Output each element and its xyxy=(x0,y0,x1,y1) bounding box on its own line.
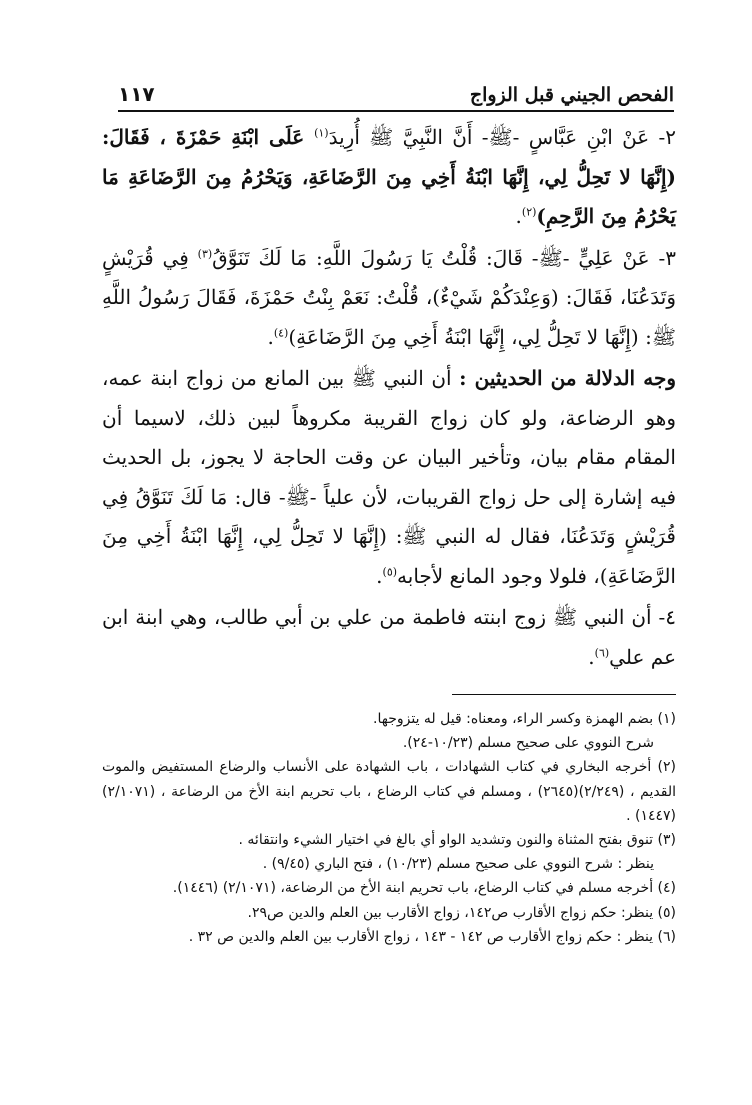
paragraph-text: فِي قُرَيْشٍ وَتَدَعُنَا، فَقَالَ: (وَعِنْدَكُمْ شَيْءٌ)، قُلْتُ: نَعَمْ بِنْتُ حَمْزَةَ، فَقَالَ رَسُولُ اللَّهِ ﷺ: (إِنَّهَا لا تَحِلُّ لِي، إِنَّهَا ابْنَةُ أَخِي مِنَ الرَّضَاعَةِ) xyxy=(102,245,676,349)
page-number: ١١٧ xyxy=(118,82,155,106)
evidence-paragraph xyxy=(102,359,676,596)
footnote-6: (٦) ينظر : حكم زواج الأقارب ص ١٤٢ - ١٤٣ ، زواج الأقارب بين العلم والدين ص ٣٢ . xyxy=(188,928,676,945)
point-paragraph-4 xyxy=(102,598,676,677)
paragraph-text: ٣- عَنْ عَلِيٍّ -ﷺ- قَالَ: قُلْتُ يَا رَسُولَ اللَّهِ: مَا لَكَ تَنَوَّقُ xyxy=(212,245,677,270)
footnote-3: (٣) تنوق بفتح المثناة والنون وتشديد الواو أي بالغ في اختيار الشيء وانتقائه . xyxy=(238,832,676,849)
footnote-ref: (٤) xyxy=(273,325,289,339)
section-lead: وجه الدلالة من الحديثين : xyxy=(459,366,676,390)
punctuation: . xyxy=(376,563,383,588)
punctuation: . xyxy=(267,324,274,349)
footnotes xyxy=(102,707,676,949)
footnote-ref: (٦) xyxy=(594,645,610,659)
footnote-2: (٢) أخرجه البخاري في كتاب الشهادات ، باب الشهادة على الأنساب والرضاع المستفيض والموت القديم ، (٢/٢٤٩)(٢٦٤٥) ، ومسلم في كتاب الرضاع ، باب تحريم ابنة الأخ من الرضاعة ، (٢/١٠٧١) (١٤٤٧) . xyxy=(102,759,676,824)
footnote-1: (١) بضم الهمزة وكسر الراء، ومعناه: قيل له يتزوجها. xyxy=(373,711,676,727)
paragraph-text: أن النبي ﷺ بين المانع من زواج ابنة عمه، وهو الرضاعة، ولو كان زواج القريبة مكروهاً لبين ذلك، لاسيما أن المقام مقام بيان، وتأخير البيان عن وقت الحاجة لا يجوز، بل الحديث فيه إشارة إلى حل زواج القريبات، لأن علياً -ﷺ- قال: مَا لَكَ تَنَوَّقُ فِي قُرَيْشٍ وَتَدَعُنَا، فقال له النبي ﷺ: (إِنَّهَا لا تَحِلُّ لِي، إِنَّهَا ابْنَةُ أَخِي مِنَ الرَّضَاعَةِ)، فلولا وجود المانع لأجابه xyxy=(102,366,676,588)
running-title: الفحص الجيني قبل الزواج xyxy=(469,84,674,106)
paragraph-text: ٢- عَنْ ابْنِ عَبَّاسٍ -ﷺ- أَنَّ النَّبِيَّ ﷺ أُرِيدَ xyxy=(328,125,677,149)
footnote-3-source: ينظر : شرح النووي على صحيح مسلم (١٠/٢٣) ، فتح الباري (٩/٤٥) . xyxy=(262,856,654,873)
hadith-paragraph-3 xyxy=(102,239,676,358)
footnote-ref: (٣) xyxy=(197,246,213,260)
footnote-1-source: شرح النووي على صحيح مسلم (١٠/٢٣-٢٤). xyxy=(402,735,654,752)
footnote-divider xyxy=(452,694,676,695)
footnote-ref: (١) xyxy=(314,126,329,140)
hadith-paragraph-2 xyxy=(102,118,676,237)
footnote-4: (٤) أخرجه مسلم في كتاب الرضاع، باب تحريم ابنة الأخ من الرضاعة، (٢/١٠٧١) (١٤٤٦). xyxy=(172,880,676,897)
punctuation: . xyxy=(588,644,595,669)
footnote-ref: (٥) xyxy=(382,564,398,578)
paragraph-text: ٤- أن النبي ﷺ زوج ابنته فاطمة من علي بن أبي طالب، وهي ابنة ابن عم علي xyxy=(102,605,676,669)
paragraph-text: عَلَى ابْنَةِ حَمْزَةَ ، فَقَالَ: (إِنَّهَا لا تَحِلُّ لِي، إِنَّهَا ابْنَةُ أَخِي مِنَ الرَّضَاعَةِ، وَيَحْرُمُ مِنَ الرَّضَاعَةِ مَا يَحْرُمُ مِنَ الرَّحِمِ) xyxy=(102,125,676,228)
main-text xyxy=(102,118,676,677)
footnote-ref: (٢) xyxy=(521,205,537,219)
punctuation: . xyxy=(515,204,522,228)
footnote-5: (٥) ينظر: حكم زواج الأقارب ص١٤٢، زواج الأقارب بين العلم والدين ص٢٩. xyxy=(247,904,676,921)
page-header xyxy=(118,74,674,112)
